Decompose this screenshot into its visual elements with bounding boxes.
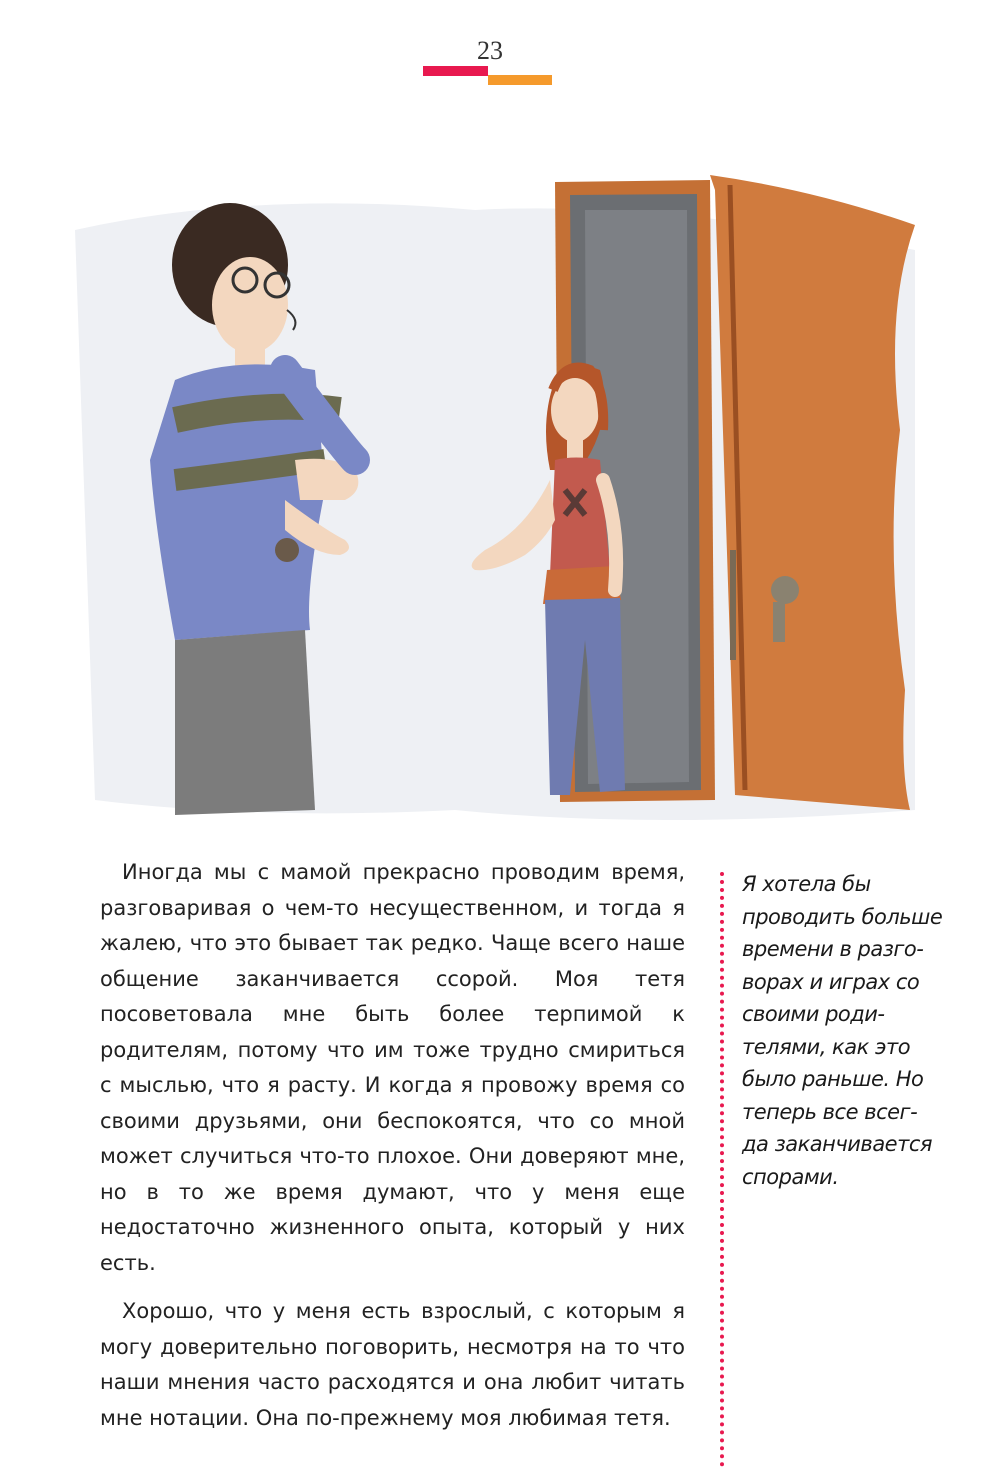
body-paragraph-1: Иногда мы с мамой прекрасно проводим время, разговаривая о чем-то несущественном, и тогда я жалею, что это бывает так редко. Чаще всего наше общение заканчивается ссорой. Моя тетя посоветовала мне быть более терпимой к родителям, потому что им тоже трудно смириться с мыслью, что я расту. И когда я провожу время со своими друзьями, они беспокоятся, что со мной может случиться что-то плохое. Они доверяют мне, но в то же время думают, что у меня еще недостаточно жизненного опыта, который у них есть.: [100, 860, 685, 1275]
side-note-handwritten: Я хотела бы проводить больше времени в разго- ворах и играх со своими роди- телями, как это было раньше. Но теперь все всег- да заканчивается спорами.: [742, 872, 943, 1189]
page-number-accent-orange: [488, 75, 552, 85]
page-number: 23: [477, 36, 503, 65]
side-note-dotted-divider: [720, 872, 724, 1467]
body-text: [100, 855, 685, 1449]
page-number-accent-pink: [423, 66, 488, 76]
illustration-man-and-girl-at-door: [55, 170, 925, 830]
body-paragraph-2: Хорошо, что у меня есть взрослый, с которым я могу доверительно поговорить, несмотря на то что наши мнения часто расходятся и она любит читать мне нотации. Она по-прежнему моя любимая тетя.: [100, 1299, 685, 1430]
